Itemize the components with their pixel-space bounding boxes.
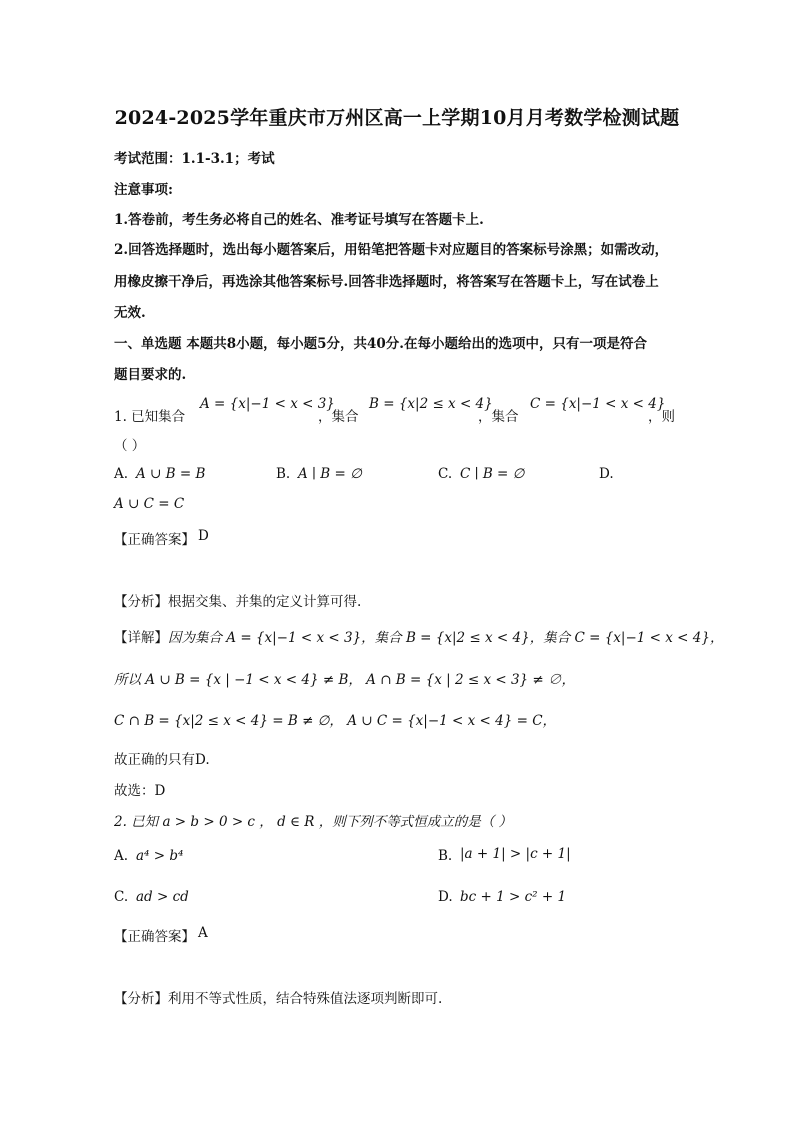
q2-option-a-label: A. <box>114 848 129 864</box>
q1-option-d: A ∪ C = C <box>114 496 185 512</box>
note-1: 1.答卷前，考生务必将自己的姓名、准考证号填写在答题卡上. <box>114 212 484 228</box>
q2-analysis-label: 【分析】 <box>114 991 168 1007</box>
q1-sep-2: ，集合 <box>478 409 519 425</box>
note-2-line-1: 2.回答选择题时，选出每小题答案后，用铅笔把答题卡对应题目的答案标号涂黑；如需改动， <box>114 242 669 258</box>
q1-option-c-label: C. <box>438 466 453 482</box>
q1-option-b-label: B. <box>276 466 291 482</box>
q1-detail-label: 【详解】 <box>114 630 168 646</box>
q2-answer: A <box>198 925 208 941</box>
q1-paren: （ ） <box>114 438 146 454</box>
q2-option-c-label: C. <box>114 889 129 905</box>
q2-option-b: |a + 1| > |c + 1| <box>460 846 571 862</box>
q1-stem-suffix: ，则 <box>648 409 675 425</box>
q1-option-d-label: D. <box>599 466 614 482</box>
q1-set-b: B = {x|2 ≤ x < 4} <box>369 396 493 412</box>
q2-analysis: 利用不等式性质，结合特殊值法逐项判断即可. <box>168 991 443 1007</box>
q1-option-c: C ∣ B = ∅ <box>460 466 525 482</box>
q2-answer-label: 【正确答案】 <box>114 929 195 945</box>
q1-detail-line-3: C ∩ B = {x|2 ≤ x < 4} = B ≠ ∅， A ∪ C = {x|−1 < x < 4} = C， <box>114 713 557 729</box>
q1-set-c: C = {x|−1 < x < 4} <box>530 396 666 412</box>
q1-option-b: A ∣ B = ∅ <box>298 466 362 482</box>
document-title: 2024-2025学年重庆市万州区高一上学期10月月考数学检测试题 <box>114 107 680 129</box>
q1-option-a-label: A. <box>114 466 129 482</box>
q1-set-a: A = {x|−1 < x < 3} <box>200 396 335 412</box>
q1-detail-line-2: 所以 A ∪ B = {x | −1 < x < 4} ≠ B， A ∩ B = {x | 2 ≤ x < 3} ≠ ∅， <box>114 672 576 688</box>
q1-sep-1: ，集合 <box>318 409 359 425</box>
q1-detail-line-1: 因为集合 A = {x|−1 < x < 3}，集合 B = {x|2 ≤ x < 4}，集合 C = {x|−1 < x < 4}， <box>168 630 724 646</box>
section-1-heading-line-2: 题目要求的. <box>114 367 187 383</box>
note-2-line-3: 无效. <box>114 305 146 321</box>
q1-choice-line: 故选：D <box>114 783 166 799</box>
q1-detail-line-4: 故正确的只有D. <box>114 752 210 768</box>
q2-option-a: a⁴ > b⁴ <box>136 848 184 864</box>
q1-stem-prefix: 1. 已知集合 <box>114 409 186 425</box>
note-2-line-2: 用橡皮擦干净后，再选涂其他答案标号.回答非选择题时，将答案写在答题卡上，写在试卷上 <box>114 274 659 290</box>
notes-heading: 注意事项: <box>114 182 173 198</box>
q2-stem: 2. 已知 a > b > 0 > c ， d ∈ R ，则下列不等式恒成立的是（ ） <box>114 814 513 830</box>
section-1-heading-line-1: 一、单选题 本题共8小题，每小题5分，共40分.在每小题给出的选项中，只有一项是符合 <box>114 336 647 352</box>
q1-analysis-label: 【分析】 <box>114 594 168 610</box>
q2-option-c: ad > cd <box>136 889 189 905</box>
exam-scope: 考试范围：1.1-3.1；考试 <box>114 151 275 167</box>
q2-option-d-label: D. <box>438 889 453 905</box>
q1-option-a: A ∪ B = B <box>136 466 206 482</box>
q1-answer-label: 【正确答案】 <box>114 532 195 548</box>
q2-option-b-label: B. <box>438 848 453 864</box>
q1-answer: D <box>198 528 209 544</box>
q1-analysis: 根据交集、并集的定义计算可得. <box>168 594 362 610</box>
q2-option-d: bc + 1 > c² + 1 <box>460 889 567 905</box>
